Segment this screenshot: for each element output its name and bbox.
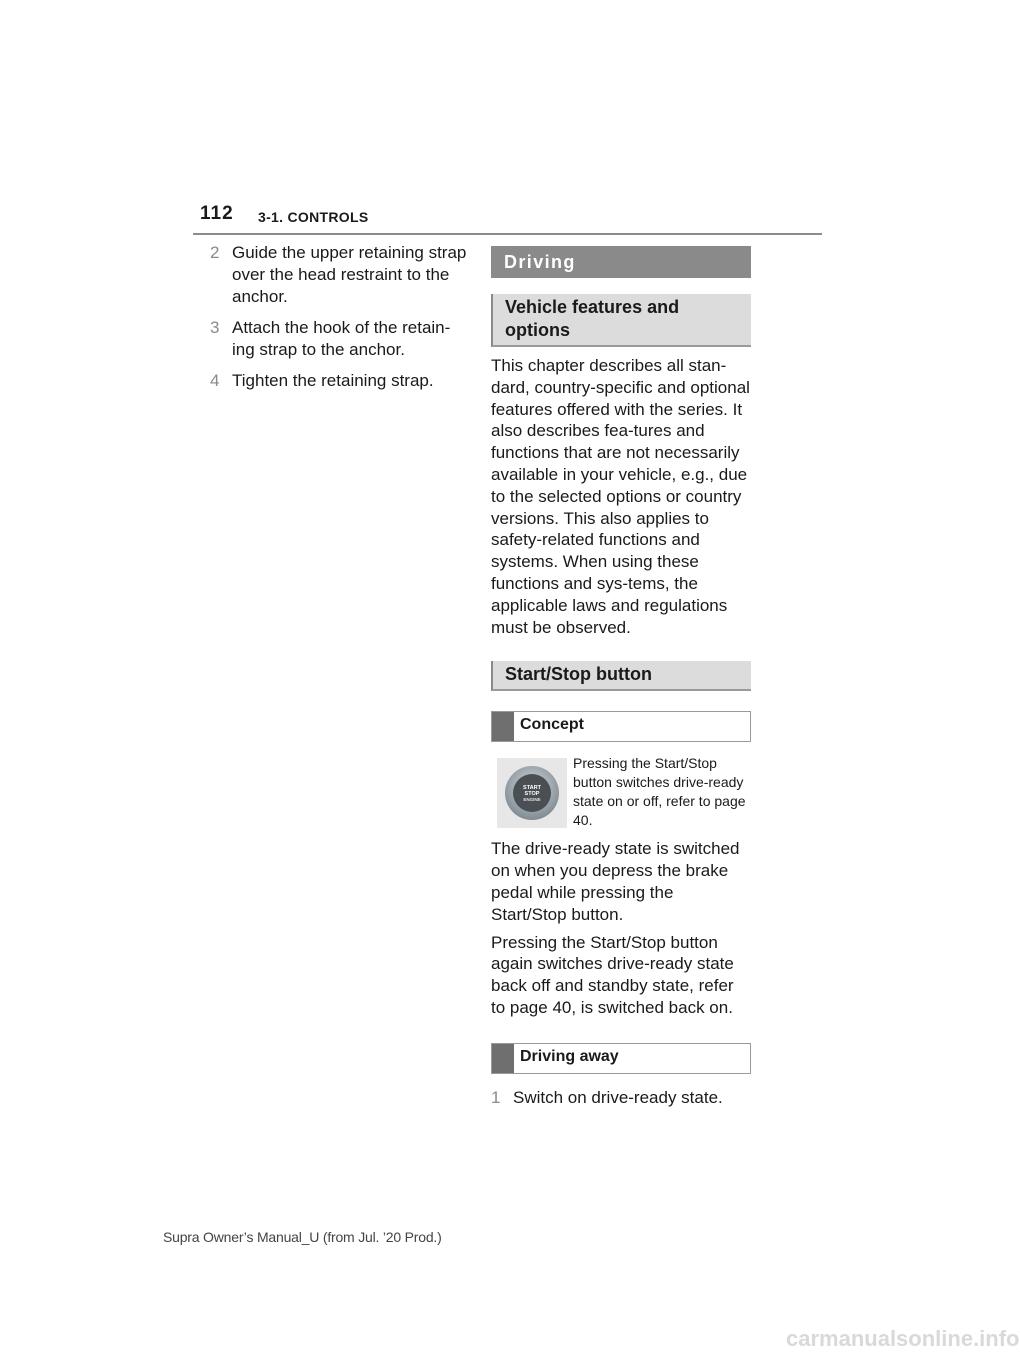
watermark: carmanualsonline.info (786, 1326, 1020, 1351)
button-label-start: START (523, 785, 541, 792)
button-label-engine: ENGINE (523, 797, 541, 803)
list-item (210, 370, 470, 392)
concept-block (491, 754, 751, 830)
drive-ready-paragraph: The drive-ready state is switched on when you depress the brake pedal while pressing the Start/Stop button. (491, 839, 740, 924)
right-column (491, 246, 751, 1118)
footer-manual-title: Supra Owner’s Manual_U (from Jul. ’20 Prod.) (163, 1229, 442, 1245)
subheading-label: Concept (520, 716, 584, 734)
step-text: Tighten the retaining strap. (232, 371, 434, 390)
section-heading-start-stop: Start/Stop button (491, 661, 751, 691)
step-text: Guide the upper retaining strap over the head restraint to the anchor. (232, 243, 467, 306)
step-text: Attach the hook of the retain-ing strap to the anchor. (232, 318, 451, 359)
list-item (491, 1087, 751, 1109)
step-text: Switch on drive-ready state. (513, 1087, 723, 1107)
button-label-stop: STOP (524, 791, 540, 798)
step-number: 1 (491, 1087, 501, 1107)
chapter-heading-driving: Driving (491, 246, 751, 278)
vehicle-features-paragraph: This chapter describes all stan-dard, country-specific and optional features offered with the series. It also describes fea-tures and functions that are not necessarily available in your vehicle, e.g., due to the selected options or country versions. This also applies to safety-related functions and systems. When using these functions and sys-tems, the applicable laws and regulations must be observed. (491, 356, 750, 637)
section-heading-vehicle-features: Vehicle features and options (491, 294, 751, 347)
step-number: 3 (210, 318, 220, 337)
header-divider (193, 233, 822, 235)
concept-caption: Pressing the Start/Stop button switches drive-ready state on or off, refer to page 40. (573, 755, 746, 829)
left-column (210, 242, 470, 401)
subheading-marker (492, 1044, 514, 1073)
subheading-concept (491, 711, 751, 742)
page-number: 112 (200, 203, 234, 224)
section-title: 3-1. CONTROLS (258, 209, 369, 225)
step-number: 4 (210, 371, 220, 390)
subheading-label: Driving away (520, 1047, 619, 1065)
list-item (210, 317, 470, 361)
start-stop-button-image (497, 758, 567, 828)
subheading-driving-away (491, 1043, 751, 1074)
press-again-paragraph: Pressing the Start/Stop button again switches drive-ready state back off and standby state, refer to page 40, is switched back on. (491, 932, 734, 1017)
step-number: 2 (210, 243, 220, 262)
subheading-marker (492, 712, 514, 741)
list-item (210, 242, 470, 308)
start-stop-button-icon (503, 764, 561, 822)
